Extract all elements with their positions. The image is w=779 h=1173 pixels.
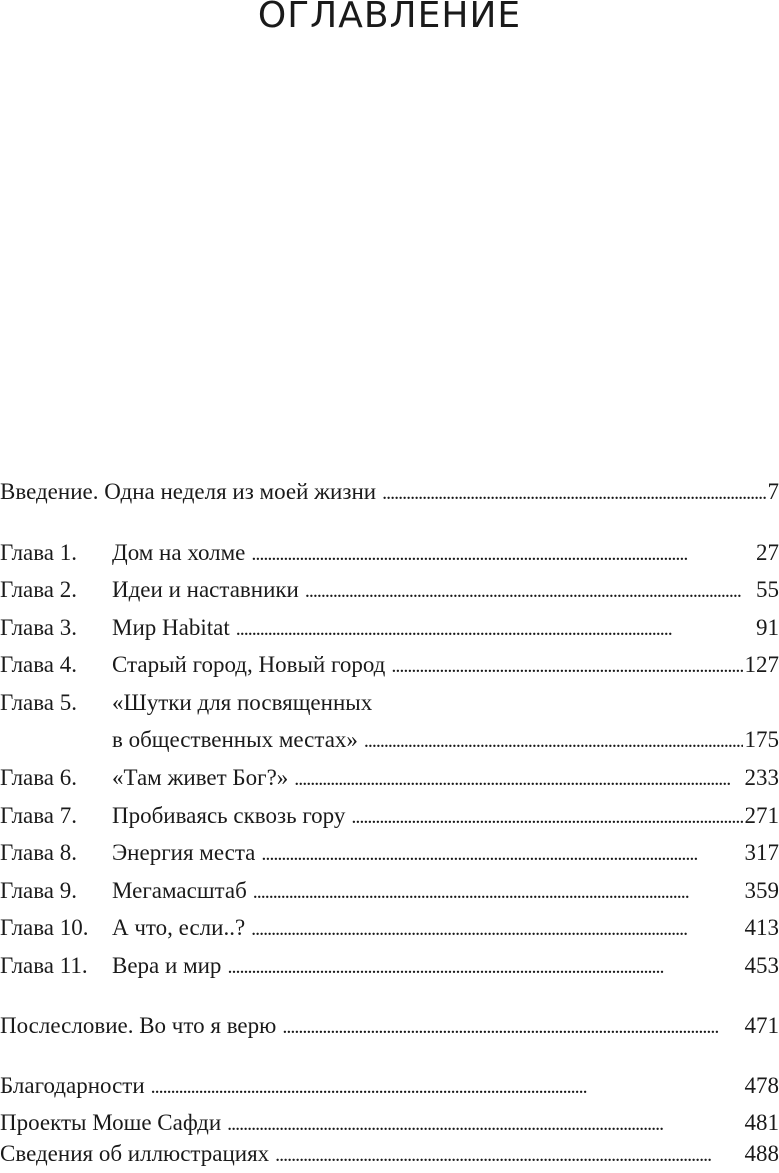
toc-page-number: 471	[745, 1008, 779, 1044]
toc-chapter-label: Глава 7.	[0, 798, 112, 834]
toc-entry-illustrations[interactable]	[0, 1136, 779, 1172]
toc-page-number: 359	[745, 873, 779, 909]
toc-entry-title: Вера и мир	[112, 948, 221, 984]
toc-chapter-label: Глава 5.	[0, 685, 112, 721]
toc-page-number: 233	[745, 760, 779, 796]
toc-entry-chapter-2[interactable]	[0, 572, 779, 608]
toc-chapter-label: Глава 11.	[0, 948, 112, 984]
toc-leader-dots	[294, 761, 742, 797]
toc-leader-dots	[251, 536, 754, 572]
toc-page-number: 91	[756, 610, 779, 646]
toc-entry-chapter-8[interactable]	[0, 835, 779, 871]
toc-chapter-label: Глава 9.	[0, 873, 112, 909]
toc-page-number: 7	[768, 474, 779, 510]
toc-chapter-label: Глава 8.	[0, 835, 112, 871]
toc-leader-dots	[382, 475, 765, 511]
toc-entry-chapter-6[interactable]	[0, 760, 779, 796]
toc-entry-chapter-10[interactable]	[0, 910, 779, 946]
toc-entry-title: «Там живет Бог?»	[112, 760, 288, 796]
toc-entry-title: Энергия места	[112, 835, 255, 871]
toc-entry-chapter-3[interactable]	[0, 610, 779, 646]
toc-entry-title: Благодарности	[0, 1068, 145, 1104]
toc-leader-dots	[261, 836, 742, 872]
toc-entry-chapter-5[interactable]	[0, 685, 779, 721]
toc-page-number: 175	[745, 722, 779, 758]
toc-leader-dots	[282, 1009, 742, 1045]
toc-leader-dots	[275, 1137, 742, 1173]
toc-leader-dots	[251, 911, 742, 947]
toc-entry-title: Пробиваясь сквозь гору	[112, 798, 345, 834]
toc-entry-title: Старый город, Новый город	[112, 647, 385, 683]
toc-entry-title: Мир Habitat	[112, 610, 230, 646]
toc-chapter-label: Глава 6.	[0, 760, 112, 796]
toc-chapter-label: Глава 10.	[0, 910, 112, 946]
toc-leader-dots	[151, 1069, 743, 1105]
toc-entry-title: А что, если..?	[112, 910, 245, 946]
toc-leader-dots	[253, 874, 743, 910]
toc-page-number: 127	[745, 647, 779, 683]
toc-page-number: 453	[745, 948, 779, 984]
toc-page-number: 317	[745, 835, 779, 871]
toc-entry-acknowledgements[interactable]	[0, 1068, 779, 1104]
toc-chapter-label: Глава 3.	[0, 610, 112, 646]
toc-entry-title: «Шутки для посвященных	[112, 685, 372, 721]
page-title: ОГЛАВЛЕНИЕ	[0, 0, 779, 38]
toc-entry-chapter-11[interactable]	[0, 948, 779, 984]
toc-leader-dots	[227, 949, 742, 985]
toc-page-number: 413	[745, 910, 779, 946]
toc-entry-title: Введение. Одна неделя из моей жизни	[0, 474, 376, 510]
toc-chapter-label: Глава 1.	[0, 535, 112, 571]
toc-entry-title: Проекты Моше Сафди	[0, 1105, 221, 1141]
toc-entry-introduction[interactable]	[0, 474, 779, 510]
toc-entry-chapter-5-continued[interactable]	[0, 722, 779, 758]
toc-leader-dots	[236, 611, 754, 647]
toc-page-number: 488	[745, 1136, 779, 1172]
toc-leader-dots	[351, 799, 742, 835]
toc-entry-title: Мегамасштаб	[112, 873, 247, 909]
toc-page-number: 481	[745, 1105, 779, 1141]
toc-entry-title: Дом на холме	[112, 535, 245, 571]
toc-entry-title: Послесловие. Во что я верю	[0, 1008, 276, 1044]
toc-leader-dots	[391, 648, 742, 684]
toc-entry-chapter-9[interactable]	[0, 873, 779, 909]
toc-entry-chapter-7[interactable]	[0, 798, 779, 834]
toc-entry-chapter-4[interactable]	[0, 647, 779, 683]
toc-chapter-label: Глава 4.	[0, 647, 112, 683]
toc-entry-title: Сведения об иллюстрациях	[0, 1136, 269, 1172]
toc-leader-dots	[364, 723, 743, 759]
toc-page-number: 55	[756, 572, 779, 608]
toc-entry-afterword[interactable]	[0, 1008, 779, 1044]
toc-entry-chapter-1[interactable]	[0, 535, 779, 571]
toc-entry-title: в общественных местах»	[112, 722, 358, 758]
toc-chapter-label: Глава 2.	[0, 572, 112, 608]
toc-page-number: 27	[756, 535, 779, 571]
toc-leader-dots	[305, 573, 754, 609]
toc-page-number: 478	[745, 1068, 779, 1104]
toc-entry-title: Идеи и наставники	[112, 572, 299, 608]
toc-page-number: 271	[745, 798, 779, 834]
